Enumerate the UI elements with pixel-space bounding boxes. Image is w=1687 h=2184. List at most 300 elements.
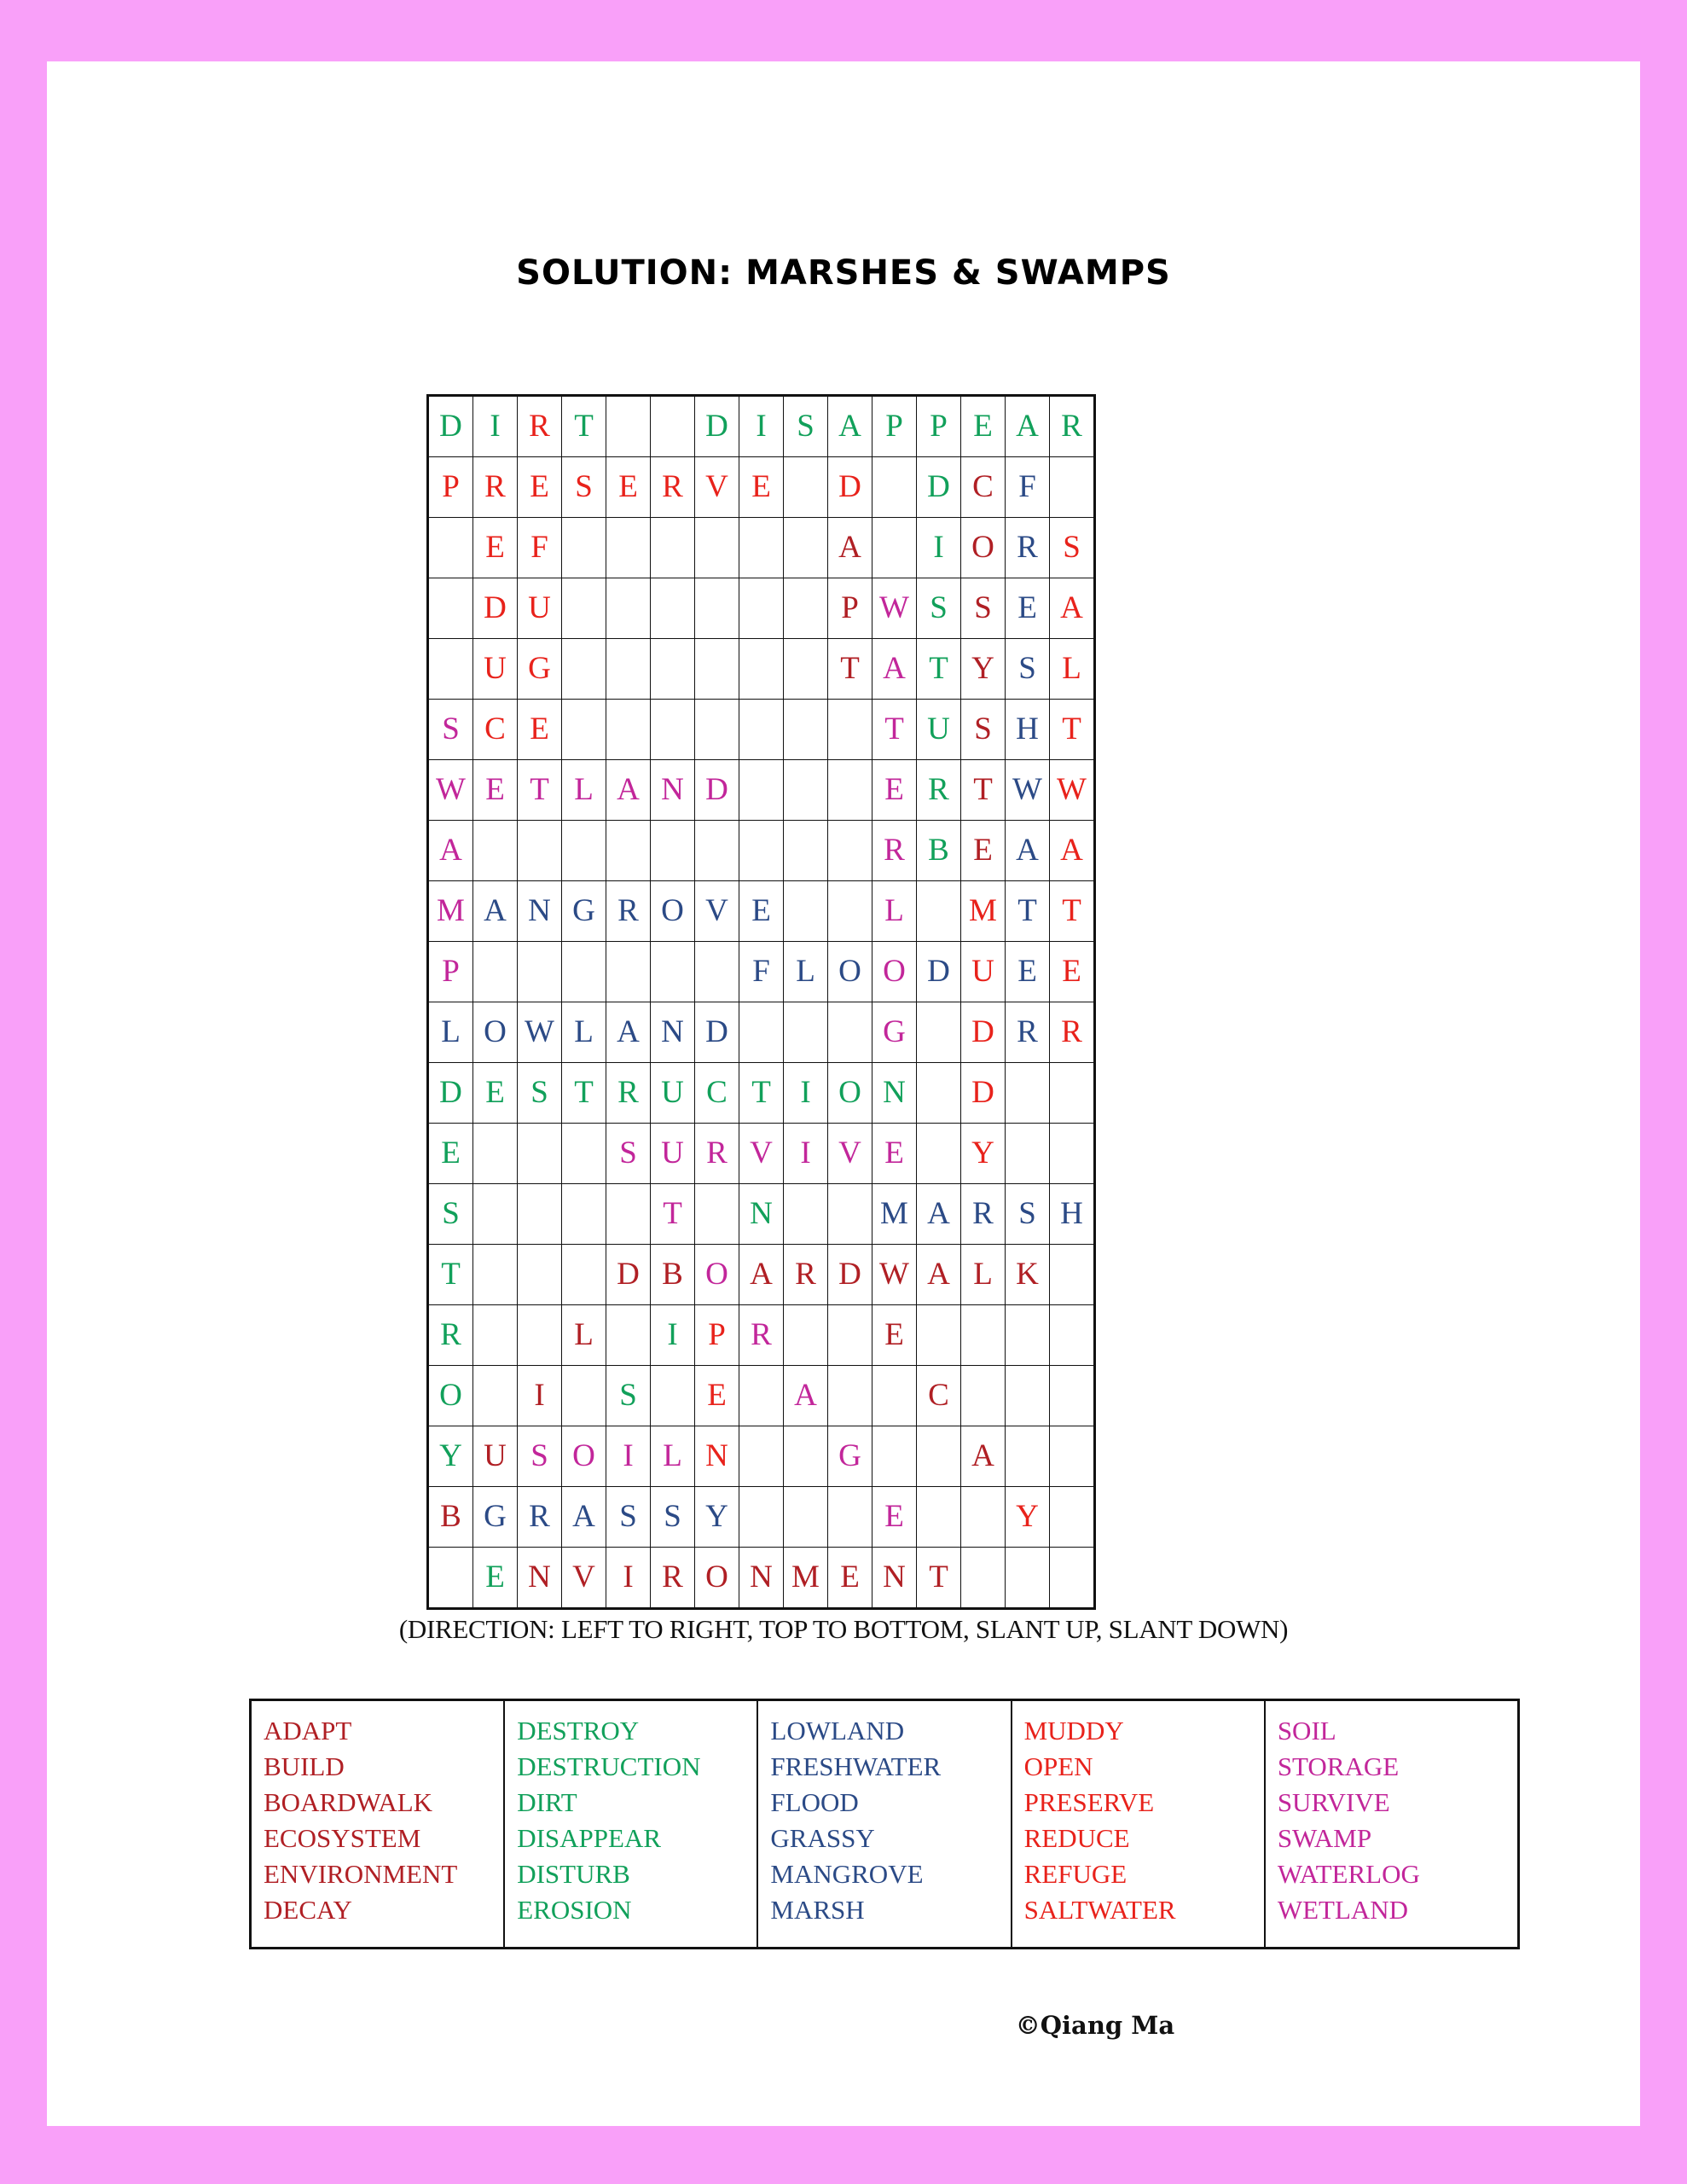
- grid-cell-empty: [828, 700, 872, 760]
- grid-cell-letter: L: [961, 1245, 1006, 1305]
- grid-cell-empty: [695, 518, 739, 578]
- grid-cell-letter: N: [518, 881, 562, 942]
- word-bank-word: DISAPPEAR: [517, 1823, 662, 1853]
- grid-row: [428, 1245, 1095, 1305]
- grid-cell-letter: R: [518, 1487, 562, 1548]
- grid-cell-letter: A: [917, 1245, 961, 1305]
- grid-cell-empty: [828, 881, 872, 942]
- grid-cell-letter: G: [828, 1426, 872, 1487]
- grid-row: [428, 457, 1095, 518]
- grid-cell-empty: [695, 1184, 739, 1245]
- grid-cell-letter: S: [518, 1426, 562, 1487]
- grid-cell-letter: A: [428, 821, 473, 881]
- word-bank-word: DESTROY: [517, 1716, 640, 1745]
- grid-cell-letter: E: [695, 1366, 739, 1426]
- grid-cell-letter: M: [961, 881, 1006, 942]
- grid-cell-empty: [739, 760, 784, 821]
- grid-cell-empty: [428, 639, 473, 700]
- grid-cell-letter: E: [1050, 942, 1095, 1002]
- grid-cell-letter: D: [695, 1002, 739, 1063]
- grid-cell-empty: [784, 1305, 828, 1366]
- grid-cell-empty: [562, 1245, 606, 1305]
- grid-cell-letter: Y: [961, 639, 1006, 700]
- grid-row: [428, 881, 1095, 942]
- grid-cell-empty: [518, 821, 562, 881]
- grid-cell-letter: T: [828, 639, 872, 700]
- grid-cell-letter: L: [651, 1426, 695, 1487]
- grid-cell-letter: H: [1006, 700, 1050, 760]
- grid-cell-empty: [917, 881, 961, 942]
- grid-cell-empty: [872, 1426, 917, 1487]
- grid-row: [428, 700, 1095, 760]
- grid-row: [428, 1184, 1095, 1245]
- grid-cell-letter: V: [695, 881, 739, 942]
- word-bank-word: FRESHWATER: [770, 1751, 942, 1781]
- grid-cell-letter: U: [917, 700, 961, 760]
- grid-cell-empty: [651, 942, 695, 1002]
- grid-cell-letter: S: [606, 1366, 651, 1426]
- grid-cell-empty: [872, 518, 917, 578]
- grid-cell-letter: I: [917, 518, 961, 578]
- grid-cell-letter: D: [917, 942, 961, 1002]
- grid-cell-empty: [961, 1366, 1006, 1426]
- grid-cell-letter: I: [784, 1063, 828, 1124]
- grid-cell-empty: [473, 942, 518, 1002]
- puzzle-page: [47, 61, 1640, 2126]
- grid-cell-letter: T: [562, 396, 606, 457]
- grid-cell-empty: [606, 639, 651, 700]
- grid-cell-empty: [606, 1305, 651, 1366]
- grid-cell-letter: S: [961, 700, 1006, 760]
- grid-cell-empty: [606, 942, 651, 1002]
- word-bank-word: REFUGE: [1023, 1859, 1128, 1889]
- grid-cell-letter: D: [828, 1245, 872, 1305]
- grid-cell-letter: T: [739, 1063, 784, 1124]
- grid-cell-empty: [428, 1548, 473, 1609]
- word-bank-word: SURVIVE: [1277, 1787, 1390, 1817]
- grid-cell-letter: A: [1050, 578, 1095, 639]
- word-bank-word: OPEN: [1023, 1751, 1093, 1781]
- grid-cell-empty: [961, 1487, 1006, 1548]
- grid-cell-empty: [739, 1426, 784, 1487]
- grid-cell-empty: [784, 1002, 828, 1063]
- word-search-grid: [426, 394, 1096, 1610]
- grid-cell-letter: E: [518, 700, 562, 760]
- grid-cell-letter: P: [428, 457, 473, 518]
- grid-cell-letter: E: [739, 457, 784, 518]
- grid-cell-letter: S: [784, 396, 828, 457]
- grid-cell-letter: R: [917, 760, 961, 821]
- grid-cell-empty: [917, 1487, 961, 1548]
- word-bank-word: SALTWATER: [1023, 1895, 1176, 1925]
- grid-cell-empty: [562, 518, 606, 578]
- grid-cell-letter: U: [651, 1124, 695, 1184]
- grid-cell-letter: U: [651, 1063, 695, 1124]
- grid-cell-empty: [518, 1184, 562, 1245]
- grid-cell-empty: [828, 1305, 872, 1366]
- word-bank-word: GRASSY: [770, 1823, 875, 1853]
- grid-cell-empty: [562, 821, 606, 881]
- grid-cell-empty: [562, 1184, 606, 1245]
- grid-cell-letter: S: [606, 1124, 651, 1184]
- word-bank-word: SOIL: [1277, 1716, 1336, 1745]
- grid-cell-letter: T: [917, 1548, 961, 1609]
- grid-cell-letter: F: [1006, 457, 1050, 518]
- grid-cell-letter: O: [473, 1002, 518, 1063]
- grid-cell-empty: [784, 639, 828, 700]
- grid-cell-empty: [1006, 1366, 1050, 1426]
- grid-cell-letter: W: [518, 1002, 562, 1063]
- grid-cell-letter: P: [695, 1305, 739, 1366]
- grid-cell-letter: E: [872, 1487, 917, 1548]
- grid-cell-letter: Y: [961, 1124, 1006, 1184]
- grid-cell-empty: [651, 639, 695, 700]
- grid-cell-letter: A: [739, 1245, 784, 1305]
- grid-cell-empty: [1050, 1063, 1095, 1124]
- word-bank-word: MARSH: [770, 1895, 865, 1925]
- word-bank-word: DESTRUCTION: [517, 1751, 701, 1781]
- grid-cell-letter: E: [473, 760, 518, 821]
- grid-cell-letter: B: [428, 1487, 473, 1548]
- grid-cell-empty: [518, 1124, 562, 1184]
- grid-cell-letter: R: [784, 1245, 828, 1305]
- grid-cell-empty: [606, 396, 651, 457]
- grid-cell-letter: E: [473, 1063, 518, 1124]
- grid-row: [428, 639, 1095, 700]
- grid-cell-empty: [739, 700, 784, 760]
- grid-cell-empty: [828, 1184, 872, 1245]
- grid-cell-letter: R: [651, 457, 695, 518]
- grid-cell-letter: W: [1006, 760, 1050, 821]
- grid-cell-letter: B: [917, 821, 961, 881]
- grid-cell-letter: S: [1050, 518, 1095, 578]
- grid-row: [428, 821, 1095, 881]
- grid-cell-empty: [473, 1305, 518, 1366]
- grid-cell-letter: V: [739, 1124, 784, 1184]
- grid-cell-letter: C: [473, 700, 518, 760]
- grid-cell-empty: [562, 578, 606, 639]
- grid-cell-empty: [1050, 1305, 1095, 1366]
- grid-cell-letter: D: [428, 396, 473, 457]
- grid-row: [428, 1487, 1095, 1548]
- grid-cell-empty: [606, 518, 651, 578]
- grid-cell-empty: [739, 1002, 784, 1063]
- grid-cell-empty: [473, 1245, 518, 1305]
- grid-cell-empty: [917, 1002, 961, 1063]
- grid-cell-empty: [562, 942, 606, 1002]
- grid-cell-letter: O: [562, 1426, 606, 1487]
- word-bank-word: FLOOD: [770, 1787, 859, 1817]
- word-bank-column: [1012, 1701, 1266, 1947]
- grid-cell-letter: E: [606, 457, 651, 518]
- grid-cell-letter: M: [784, 1548, 828, 1609]
- grid-cell-letter: F: [739, 942, 784, 1002]
- word-bank-word: ADAPT: [264, 1716, 352, 1745]
- grid-cell-letter: N: [651, 760, 695, 821]
- grid-cell-letter: L: [562, 760, 606, 821]
- grid-cell-empty: [1006, 1063, 1050, 1124]
- grid-cell-empty: [606, 700, 651, 760]
- grid-row: [428, 1124, 1095, 1184]
- grid-cell-letter: U: [961, 942, 1006, 1002]
- word-bank-word: MANGROVE: [770, 1859, 924, 1889]
- grid-cell-letter: N: [739, 1184, 784, 1245]
- grid-cell-letter: D: [961, 1002, 1006, 1063]
- grid-cell-empty: [651, 578, 695, 639]
- grid-row: [428, 1305, 1095, 1366]
- grid-cell-letter: E: [828, 1548, 872, 1609]
- grid-cell-letter: S: [1006, 1184, 1050, 1245]
- grid-cell-empty: [917, 1305, 961, 1366]
- grid-cell-letter: N: [739, 1548, 784, 1609]
- grid-cell-empty: [651, 821, 695, 881]
- grid-cell-letter: T: [917, 639, 961, 700]
- grid-cell-empty: [1050, 1548, 1095, 1609]
- grid-cell-empty: [784, 760, 828, 821]
- grid-cell-letter: R: [739, 1305, 784, 1366]
- grid-cell-letter: D: [695, 760, 739, 821]
- grid-cell-letter: R: [1050, 396, 1095, 457]
- grid-cell-empty: [1050, 457, 1095, 518]
- grid-cell-letter: I: [518, 1366, 562, 1426]
- grid-cell-empty: [1050, 1245, 1095, 1305]
- grid-cell-empty: [562, 1124, 606, 1184]
- grid-cell-letter: V: [695, 457, 739, 518]
- word-bank-word: DISTURB: [517, 1859, 630, 1889]
- grid-cell-letter: A: [784, 1366, 828, 1426]
- grid-cell-letter: L: [1050, 639, 1095, 700]
- grid-cell-empty: [739, 639, 784, 700]
- grid-cell-empty: [1050, 1366, 1095, 1426]
- grid-cell-empty: [473, 1124, 518, 1184]
- grid-cell-empty: [562, 639, 606, 700]
- grid-cell-empty: [651, 700, 695, 760]
- grid-cell-letter: E: [518, 457, 562, 518]
- grid-cell-letter: O: [872, 942, 917, 1002]
- grid-cell-empty: [828, 760, 872, 821]
- grid-cell-empty: [606, 578, 651, 639]
- grid-cell-letter: L: [562, 1305, 606, 1366]
- grid-cell-empty: [606, 821, 651, 881]
- grid-row: [428, 1063, 1095, 1124]
- grid-cell-letter: O: [828, 1063, 872, 1124]
- grid-cell-letter: L: [784, 942, 828, 1002]
- grid-cell-letter: R: [651, 1548, 695, 1609]
- grid-cell-letter: G: [872, 1002, 917, 1063]
- word-bank-word: WATERLOG: [1277, 1859, 1420, 1889]
- grid-cell-letter: E: [872, 1305, 917, 1366]
- grid-cell-empty: [1050, 1426, 1095, 1487]
- grid-cell-letter: E: [473, 518, 518, 578]
- grid-cell-letter: H: [1050, 1184, 1095, 1245]
- grid-cell-empty: [695, 942, 739, 1002]
- word-bank-word: DECAY: [264, 1895, 352, 1925]
- grid-cell-empty: [961, 1305, 1006, 1366]
- grid-cell-letter: E: [961, 396, 1006, 457]
- grid-table: [426, 394, 1096, 1610]
- grid-cell-letter: A: [961, 1426, 1006, 1487]
- grid-cell-letter: R: [1006, 1002, 1050, 1063]
- grid-cell-empty: [1006, 1124, 1050, 1184]
- grid-cell-letter: T: [1050, 700, 1095, 760]
- grid-cell-empty: [872, 457, 917, 518]
- word-bank-column: [758, 1701, 1012, 1947]
- grid-cell-empty: [739, 1366, 784, 1426]
- grid-cell-letter: R: [428, 1305, 473, 1366]
- grid-cell-letter: F: [518, 518, 562, 578]
- grid-cell-empty: [695, 639, 739, 700]
- grid-cell-letter: R: [961, 1184, 1006, 1245]
- word-bank-word: BUILD: [264, 1751, 345, 1781]
- grid-cell-empty: [961, 1548, 1006, 1609]
- grid-cell-letter: T: [1050, 881, 1095, 942]
- grid-cell-letter: I: [606, 1548, 651, 1609]
- grid-cell-letter: T: [1006, 881, 1050, 942]
- grid-cell-letter: W: [872, 1245, 917, 1305]
- grid-cell-letter: N: [695, 1426, 739, 1487]
- grid-cell-letter: G: [518, 639, 562, 700]
- grid-cell-letter: A: [562, 1487, 606, 1548]
- grid-cell-letter: T: [428, 1245, 473, 1305]
- grid-row: [428, 578, 1095, 639]
- grid-cell-letter: D: [428, 1063, 473, 1124]
- grid-cell-letter: I: [784, 1124, 828, 1184]
- grid-cell-empty: [428, 518, 473, 578]
- grid-cell-letter: S: [562, 457, 606, 518]
- grid-cell-empty: [872, 1366, 917, 1426]
- grid-cell-empty: [1050, 1124, 1095, 1184]
- word-bank-word: PRESERVE: [1023, 1787, 1155, 1817]
- grid-row: [428, 1366, 1095, 1426]
- grid-cell-letter: N: [518, 1548, 562, 1609]
- grid-cell-empty: [828, 1002, 872, 1063]
- grid-cell-empty: [473, 821, 518, 881]
- grid-cell-empty: [562, 700, 606, 760]
- grid-cell-letter: I: [473, 396, 518, 457]
- grid-cell-empty: [828, 821, 872, 881]
- grid-cell-letter: R: [695, 1124, 739, 1184]
- grid-cell-letter: N: [872, 1063, 917, 1124]
- grid-cell-letter: Y: [695, 1487, 739, 1548]
- grid-cell-empty: [739, 821, 784, 881]
- grid-cell-letter: T: [961, 760, 1006, 821]
- grid-cell-empty: [518, 1305, 562, 1366]
- grid-row: [428, 1426, 1095, 1487]
- grid-cell-letter: E: [739, 881, 784, 942]
- grid-cell-letter: E: [473, 1548, 518, 1609]
- grid-cell-letter: N: [872, 1548, 917, 1609]
- grid-cell-letter: E: [1006, 942, 1050, 1002]
- grid-cell-letter: S: [961, 578, 1006, 639]
- grid-cell-empty: [473, 1366, 518, 1426]
- grid-cell-empty: [784, 700, 828, 760]
- grid-cell-letter: S: [606, 1487, 651, 1548]
- grid-cell-empty: [828, 1487, 872, 1548]
- grid-row: [428, 396, 1095, 457]
- grid-cell-letter: G: [473, 1487, 518, 1548]
- grid-cell-empty: [1006, 1305, 1050, 1366]
- grid-cell-letter: E: [961, 821, 1006, 881]
- grid-cell-letter: Y: [1006, 1487, 1050, 1548]
- word-bank-word: REDUCE: [1023, 1823, 1130, 1853]
- grid-cell-letter: A: [1050, 821, 1095, 881]
- grid-row: [428, 518, 1095, 578]
- grid-cell-letter: A: [828, 518, 872, 578]
- grid-cell-letter: A: [1006, 821, 1050, 881]
- grid-cell-letter: S: [1006, 639, 1050, 700]
- grid-cell-letter: I: [651, 1305, 695, 1366]
- grid-cell-empty: [784, 1487, 828, 1548]
- grid-cell-empty: [917, 1063, 961, 1124]
- grid-cell-empty: [1006, 1548, 1050, 1609]
- grid-cell-letter: S: [917, 578, 961, 639]
- grid-cell-letter: C: [917, 1366, 961, 1426]
- grid-cell-letter: O: [428, 1366, 473, 1426]
- grid-cell-empty: [695, 821, 739, 881]
- grid-cell-letter: V: [562, 1548, 606, 1609]
- grid-cell-letter: A: [606, 760, 651, 821]
- grid-cell-letter: A: [473, 881, 518, 942]
- grid-cell-letter: O: [695, 1245, 739, 1305]
- grid-cell-letter: S: [428, 1184, 473, 1245]
- word-bank: [249, 1699, 1520, 1949]
- grid-cell-letter: D: [695, 396, 739, 457]
- grid-cell-letter: A: [1006, 396, 1050, 457]
- grid-cell-letter: W: [1050, 760, 1095, 821]
- word-bank-word: STORAGE: [1277, 1751, 1400, 1781]
- word-bank-word: LOWLAND: [770, 1716, 905, 1745]
- grid-cell-letter: D: [473, 578, 518, 639]
- grid-cell-letter: P: [917, 396, 961, 457]
- grid-cell-letter: T: [518, 760, 562, 821]
- grid-cell-letter: A: [917, 1184, 961, 1245]
- grid-cell-letter: D: [606, 1245, 651, 1305]
- grid-cell-letter: S: [428, 700, 473, 760]
- grid-cell-empty: [695, 578, 739, 639]
- grid-cell-letter: U: [473, 1426, 518, 1487]
- grid-cell-letter: K: [1006, 1245, 1050, 1305]
- grid-cell-empty: [784, 1184, 828, 1245]
- page-title: SOLUTION: MARSHES & SWAMPS: [516, 253, 1171, 293]
- grid-cell-letter: O: [695, 1548, 739, 1609]
- grid-cell-empty: [739, 518, 784, 578]
- grid-cell-empty: [784, 1426, 828, 1487]
- grid-cell-letter: P: [872, 396, 917, 457]
- grid-cell-empty: [739, 578, 784, 639]
- grid-cell-empty: [784, 578, 828, 639]
- grid-cell-empty: [917, 1124, 961, 1184]
- grid-cell-letter: E: [1006, 578, 1050, 639]
- grid-cell-letter: C: [695, 1063, 739, 1124]
- grid-cell-letter: U: [473, 639, 518, 700]
- grid-cell-empty: [784, 457, 828, 518]
- grid-cell-empty: [473, 1184, 518, 1245]
- grid-cell-letter: E: [872, 1124, 917, 1184]
- grid-row: [428, 1002, 1095, 1063]
- copyright-notice: ©Qiang Ma: [1015, 2011, 1175, 2040]
- word-bank-word: SWAMP: [1277, 1823, 1372, 1853]
- grid-cell-letter: L: [428, 1002, 473, 1063]
- grid-cell-empty: [651, 518, 695, 578]
- grid-cell-letter: R: [872, 821, 917, 881]
- word-bank-word: WETLAND: [1277, 1895, 1409, 1925]
- grid-cell-empty: [739, 1487, 784, 1548]
- grid-cell-empty: [651, 1366, 695, 1426]
- grid-row: [428, 1548, 1095, 1609]
- word-bank-word: DIRT: [517, 1787, 577, 1817]
- grid-cell-letter: R: [1050, 1002, 1095, 1063]
- grid-cell-letter: L: [872, 881, 917, 942]
